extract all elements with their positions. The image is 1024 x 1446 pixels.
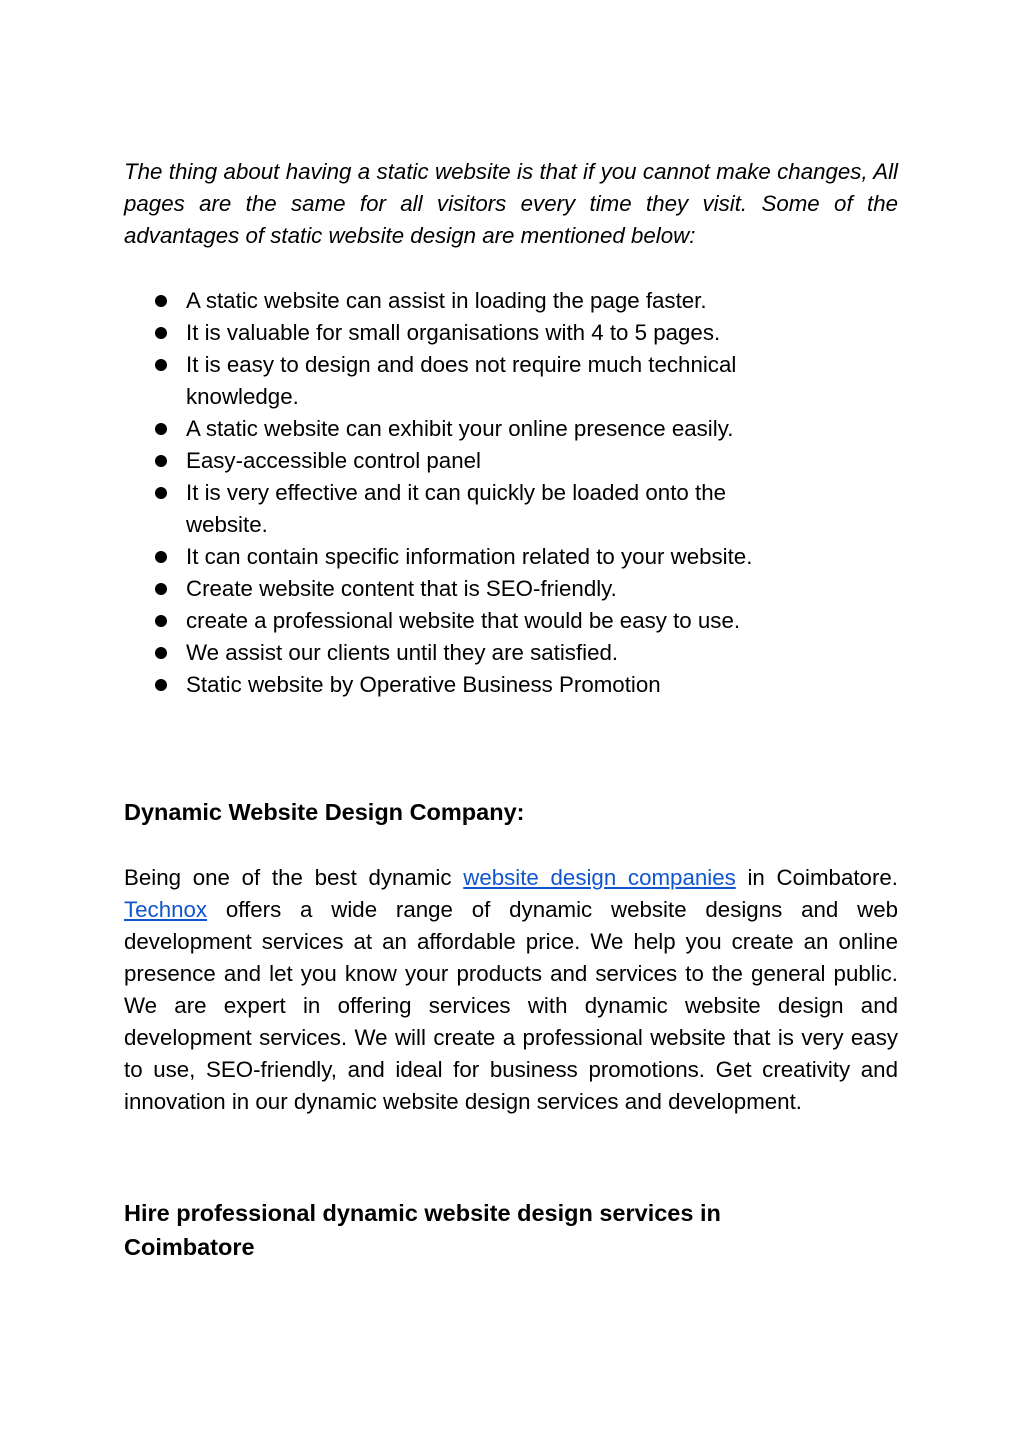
website-design-companies-link[interactable]: website design companies [463, 865, 736, 890]
list-item [124, 285, 898, 317]
bullet-icon [155, 423, 167, 435]
list-item [124, 445, 898, 477]
bullet-icon [155, 327, 167, 339]
bullet-icon [155, 551, 167, 563]
paragraph-text: offers a wide range of dynamic website designs and web development services at an affordable price. We help you create an online presence and let you know your products and services to the general public. We are expert in offering services with dynamic website design and development services. We will create a professional website that is very easy to use, SEO-friendly, and ideal for business promotions. Get creativity and innovation in our dynamic website design services and development. [124, 897, 898, 1114]
document-content [124, 156, 898, 1264]
list-item-text: It is very effective and it can quickly be loaded onto the website. [186, 480, 726, 537]
bullet-icon [155, 679, 167, 691]
list-item-text: create a professional website that would be easy to use. [186, 608, 741, 633]
advantages-list [124, 285, 898, 701]
list-item [124, 349, 898, 413]
bullet-icon [155, 359, 167, 371]
bullet-icon [155, 295, 167, 307]
list-item [124, 541, 898, 573]
paragraph-text: Being one of the best dynamic [124, 865, 464, 890]
list-item [124, 477, 898, 541]
list-item-text: A static website can assist in loading the page faster. [186, 288, 707, 313]
list-item-text: We assist our clients until they are satisfied. [186, 640, 619, 665]
list-item [124, 573, 898, 605]
list-item [124, 605, 898, 637]
list-item [124, 637, 898, 669]
intro-paragraph: The thing about having a static website is that if you cannot make changes, All pages are the same for all visitors every time they visit. Some of the advantages of static website design are mentioned below: [124, 159, 898, 248]
bullet-icon [155, 583, 167, 595]
list-item-text: Easy-accessible control panel [186, 448, 481, 473]
list-item [124, 669, 898, 701]
list-item-text: A static website can exhibit your online presence easily. [186, 416, 734, 441]
bullet-icon [155, 615, 167, 627]
list-item-text: Static website by Operative Business Promotion [186, 672, 661, 697]
list-item-text: It is easy to design and does not require much technical knowledge. [186, 352, 737, 409]
list-item-text: It is valuable for small organisations with 4 to 5 pages. [186, 320, 721, 345]
list-item [124, 413, 898, 445]
list-item [124, 317, 898, 349]
technox-link[interactable]: Technox [124, 897, 208, 922]
bullet-icon [155, 647, 167, 659]
dynamic-section-heading: Dynamic Website Design Company: [124, 799, 525, 825]
bullet-icon [155, 487, 167, 499]
list-item-text: Create website content that is SEO-friendly. [186, 576, 617, 601]
list-item-text: It can contain specific information related to your website. [186, 544, 753, 569]
paragraph-text: in Coimbatore. [735, 865, 898, 890]
hire-section-heading: Hire professional dynamic website design services in Coimbatore [124, 1200, 721, 1260]
dynamic-section-paragraph [124, 862, 898, 1118]
bullet-icon [155, 455, 167, 467]
